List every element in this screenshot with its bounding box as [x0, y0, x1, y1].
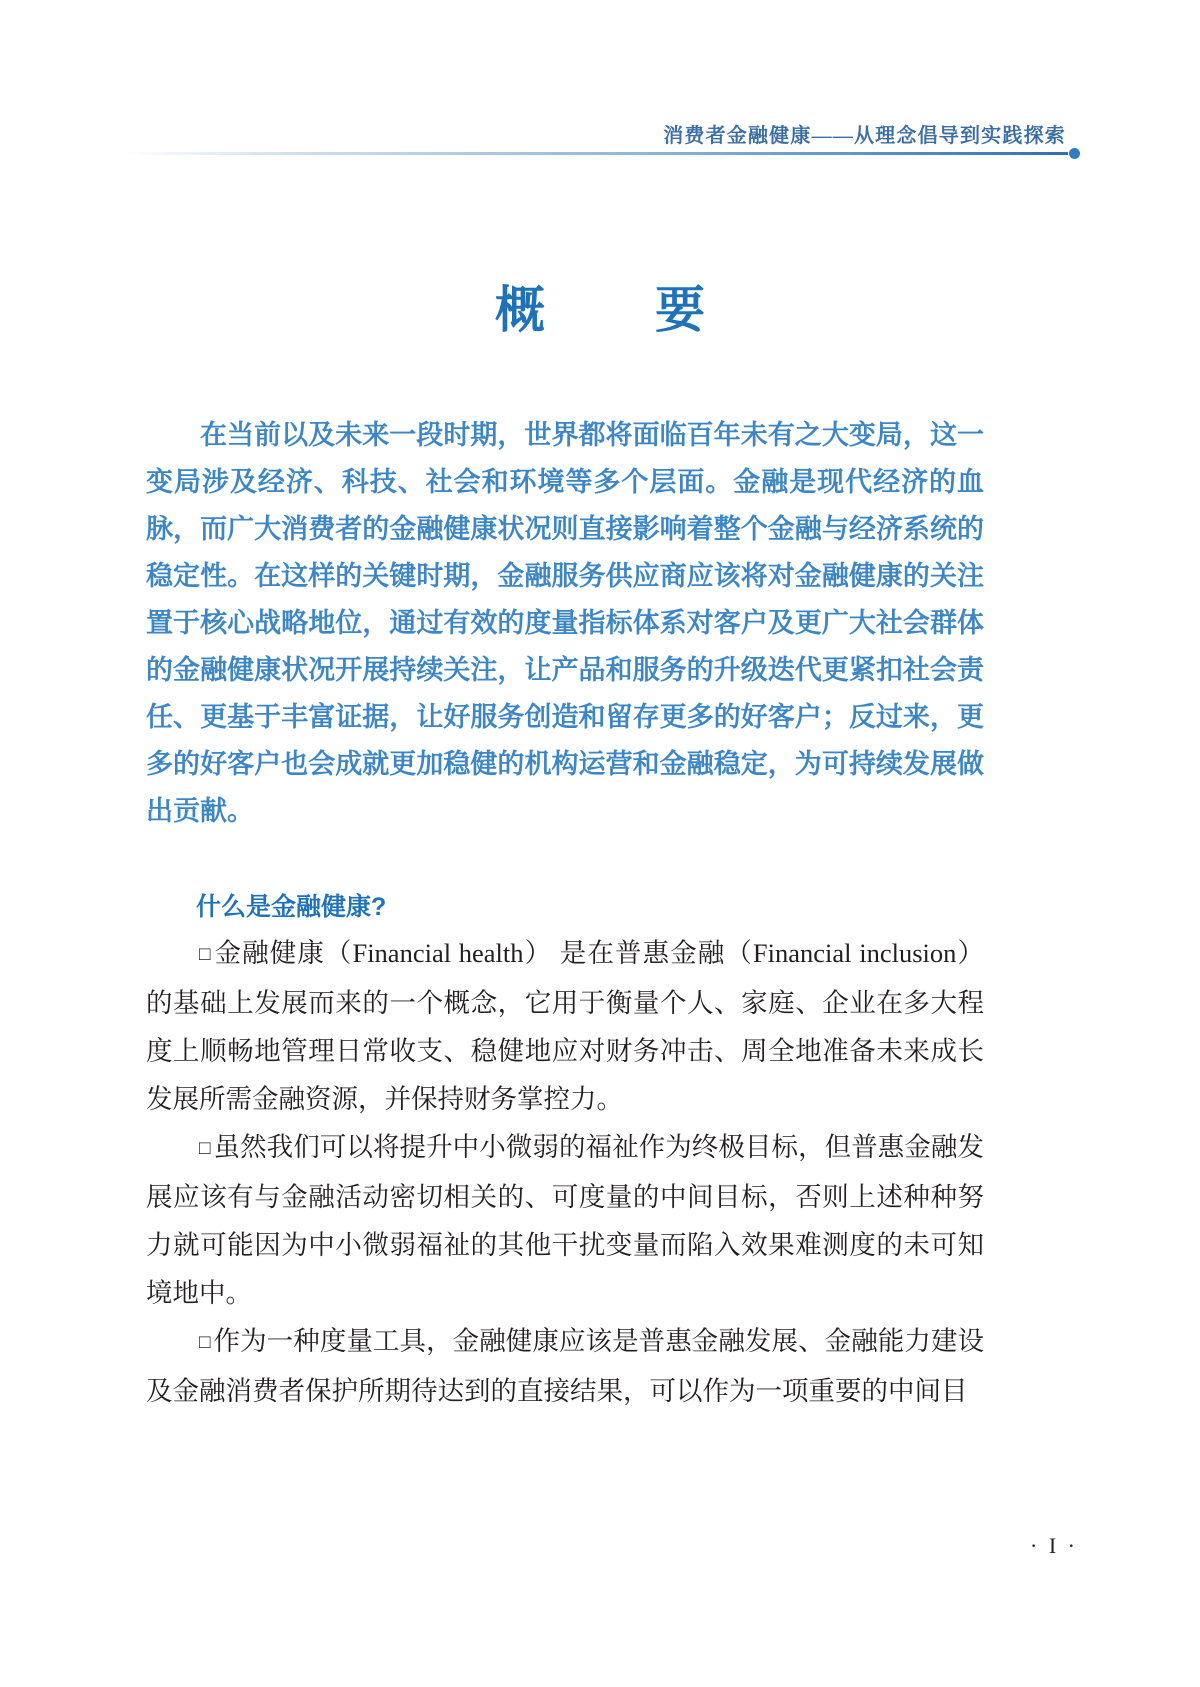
content-column — [146, 412, 984, 1415]
running-head — [120, 108, 1080, 156]
body-paragraph-text: 金融健康（Financial health） 是在普惠金融（Financial inclusion）的基础上发展而来的一个概念，它用于衡量个人、家庭、企业在多大程度上顺畅地管理日常收支、稳健地应对财务冲击、周全地准备未来成长发展所需金融资源，并保持财务掌控力。 — [146, 938, 984, 1114]
section-heading-what-is-financial-health: 什么是金融健康? — [196, 893, 387, 921]
lead-paragraph: 在当前以及未来一段时期，世界都将面临百年未有之大变局，这一变局涉及经济、科技、社会和环境等多个层面。金融是现代经济的血脉，而广大消费者的金融健康状况则直接影响着整个金融与经济系统的稳定性。在这样的关键时期，金融服务供应商应该将对金融健康的关注置于核心战略地位，通过有效的度量指标体系对客户及更广大社会群体的金融健康状况开展持续关注，让产品和服务的升级迭代更紧扣社会责任、更基于丰富证据，让好服务创造和留存更多的好客户；反过来，更多的好客户也会成就更加稳健的机构运营和金融稳定，为可持续发展做出贡献。 — [146, 420, 984, 826]
body-paragraph-text: 作为一种度量工具，金融健康应该是普惠金融发展、金融能力建设及金融消费者保护所期待达到的直接结果，可以作为一项重要的中间目 — [146, 1326, 984, 1406]
body-paragraph — [146, 929, 984, 1123]
page-title: 概 要 — [495, 282, 735, 338]
square-bullet-icon: □ — [199, 1332, 211, 1353]
square-bullet-icon: □ — [199, 944, 212, 965]
body-paragraph — [146, 1123, 984, 1317]
page-number: · I · — [1030, 1533, 1078, 1558]
header-rule-dot-icon — [1069, 148, 1080, 159]
body-paragraph-text: 虽然我们可以将提升中小微弱的福祉作为终极目标，但普惠金融发展应该有与金融活动密切相关的、可度量的中间目标，否则上述种种努力就可能因为中小微弱福祉的其他干扰变量而陷入效果难测度的未可知境地中。 — [146, 1132, 984, 1308]
running-head-text: 消费者金融健康——从理念倡导到实践探索 — [663, 125, 1066, 147]
header-rule-line — [120, 152, 1068, 155]
header-rule — [120, 150, 1080, 156]
square-bullet-icon: □ — [199, 1138, 211, 1159]
body-paragraph — [146, 1317, 984, 1415]
